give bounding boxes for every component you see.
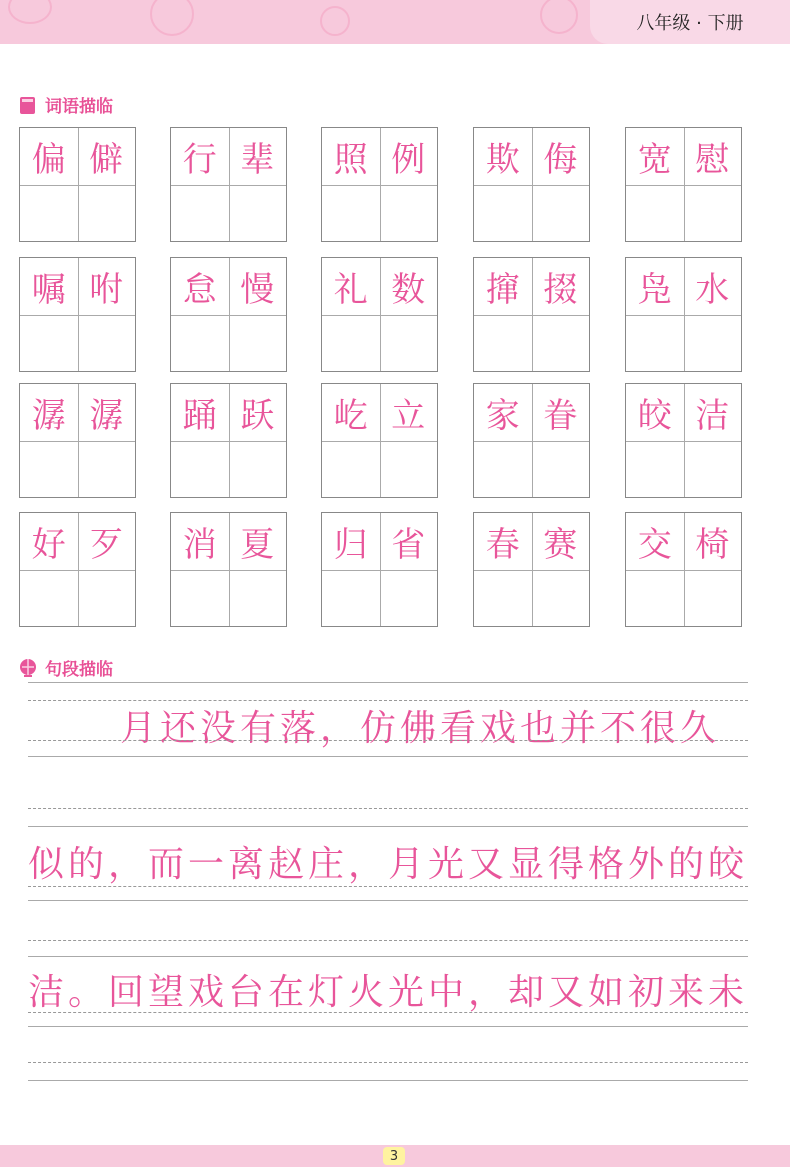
trace-character: 掇 <box>543 269 578 310</box>
word-grid <box>170 512 287 627</box>
doodle-decoration <box>540 0 578 34</box>
word-grid <box>19 383 136 498</box>
writing-line-row <box>28 940 748 1040</box>
bottom-decorative-band <box>0 1145 790 1167</box>
trace-character: 宽 <box>637 139 672 180</box>
trace-character: 眷 <box>543 395 578 436</box>
trace-character: 数 <box>391 269 426 310</box>
grade-label: 八年级 · 下册 <box>590 0 790 44</box>
writing-line-row <box>28 1062 748 1092</box>
trace-character: 家 <box>485 395 520 436</box>
trace-character: 咐 <box>89 269 124 310</box>
trace-character: 礼 <box>333 269 368 310</box>
trace-character: 归 <box>333 524 368 565</box>
trace-character: 踊 <box>182 395 217 436</box>
book-icon <box>17 94 39 116</box>
trace-character: 皎 <box>637 395 672 436</box>
word-grid <box>473 127 590 242</box>
trace-character: 嘱 <box>31 269 66 310</box>
sentence-section-header <box>17 655 113 680</box>
sentence-line: 月还没有落，仿佛看戏也并不很久 <box>120 707 721 749</box>
word-grid <box>321 127 438 242</box>
trace-character: 春 <box>485 524 520 565</box>
trace-character: 侮 <box>543 139 578 180</box>
word-grid <box>473 512 590 627</box>
trace-character: 例 <box>391 139 426 180</box>
trace-character: 好 <box>31 524 66 565</box>
word-grid <box>473 257 590 372</box>
sentence-line: 似的，而一离赵庄，月光又显得格外的皎 <box>28 843 749 885</box>
trace-character: 凫 <box>637 269 672 310</box>
word-grid <box>625 127 742 242</box>
trace-character: 跃 <box>240 395 275 436</box>
trace-character: 椅 <box>695 524 730 565</box>
trace-character: 僻 <box>89 139 124 180</box>
doodle-decoration <box>8 0 52 24</box>
trace-character: 怠 <box>182 269 217 310</box>
trace-character: 潺 <box>31 395 66 436</box>
word-grid <box>625 383 742 498</box>
trace-character: 夏 <box>240 524 275 565</box>
trace-character: 撺 <box>485 269 520 310</box>
section-title: 句段描临 <box>45 660 113 680</box>
sentence-line: 洁。回望戏台在灯火光中，却又如初来未 <box>28 971 749 1013</box>
word-grid <box>473 383 590 498</box>
trace-character: 潺 <box>89 395 124 436</box>
trace-character: 偏 <box>31 139 66 180</box>
word-grid <box>19 257 136 372</box>
trace-character: 慰 <box>695 139 730 180</box>
trace-character: 立 <box>391 395 426 436</box>
trace-character: 照 <box>333 139 368 180</box>
writing-line-row <box>28 808 748 908</box>
section-title: 词语描临 <box>45 97 113 117</box>
writing-line-row <box>28 682 748 762</box>
trace-character: 洁 <box>695 395 730 436</box>
words-section-header <box>17 92 113 117</box>
trace-character: 省 <box>391 524 426 565</box>
word-grid <box>170 383 287 498</box>
word-grid <box>321 512 438 627</box>
trace-character: 水 <box>695 269 730 310</box>
word-grid <box>625 257 742 372</box>
word-grid <box>625 512 742 627</box>
trace-character: 行 <box>182 139 217 180</box>
word-grid <box>170 127 287 242</box>
page-number: 3 <box>383 1147 405 1165</box>
doodle-decoration <box>320 6 350 36</box>
word-grid <box>170 257 287 372</box>
trace-character: 消 <box>182 524 217 565</box>
trace-character: 屹 <box>333 395 368 436</box>
trace-character: 慢 <box>240 269 275 310</box>
word-grid <box>19 512 136 627</box>
doodle-decoration <box>150 0 194 36</box>
trace-character: 辈 <box>240 139 275 180</box>
globe-icon <box>17 657 39 679</box>
trace-character: 欺 <box>485 139 520 180</box>
trace-character: 歹 <box>89 524 124 565</box>
trace-character: 赛 <box>543 524 578 565</box>
word-grid <box>321 257 438 372</box>
word-grid <box>321 383 438 498</box>
trace-character: 交 <box>637 524 672 565</box>
word-grid <box>19 127 136 242</box>
